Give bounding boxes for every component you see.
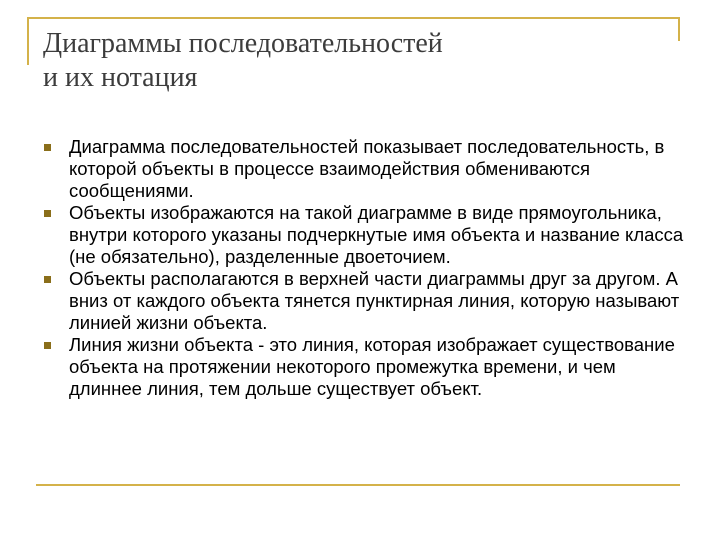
square-bullet-icon (44, 342, 51, 349)
bullet-item (44, 334, 684, 400)
square-bullet-icon (44, 276, 51, 283)
bullet-text: Объекты изображаются на такой диаграмме в виде прямоугольника, внутри которого указаны подчеркнутые имя объекта и название класса (не обязательно), разделенные двоеточием. (69, 202, 684, 267)
slide-title (43, 27, 663, 95)
bullet-text: Объекты располагаются в верхней части диаграммы друг за другом. А вниз от каждого объекта тянется пунктирная линия, которую называют линией жизни объекта. (69, 268, 680, 333)
frame-top-line (27, 17, 680, 19)
bottom-divider (36, 484, 680, 486)
bullet-item (44, 268, 684, 334)
slide-title-line-2: и их нотация (43, 62, 198, 93)
square-bullet-icon (44, 144, 51, 151)
bullet-item (44, 202, 684, 268)
slide-title-line-1: Диаграммы последовательностей (43, 28, 443, 59)
bullet-text: Диаграмма последовательностей показывает последовательность, в которой объекты в процессе взаимодействия обмениваются сообщениями. (69, 136, 665, 201)
bullet-list (44, 136, 684, 400)
frame-right-line (678, 17, 680, 41)
bullet-text: Линия жизни объекта - это линия, которая изображает существование объекта на протяжении некоторого промежутка времени, и чем длиннее линия, тем дольше существует объект. (69, 334, 675, 399)
square-bullet-icon (44, 210, 51, 217)
bullet-item (44, 136, 684, 202)
frame-left-line (27, 17, 29, 65)
